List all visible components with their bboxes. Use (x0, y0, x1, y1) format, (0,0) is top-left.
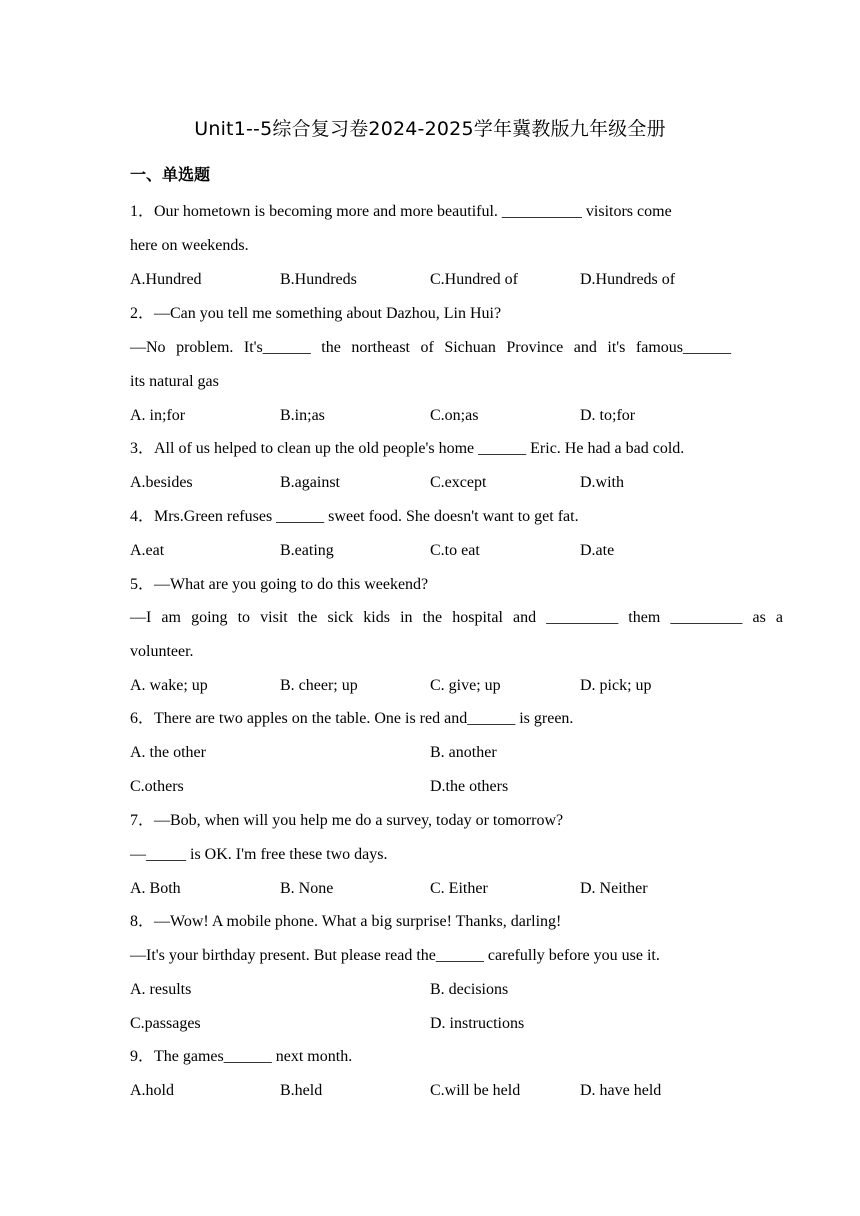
question-7-option-a: A. Both (130, 880, 181, 897)
question-4-option-a: A.eat (130, 542, 165, 559)
question-2-text: its natural gas (130, 373, 219, 390)
question-5-text: 5．—What are you going to do this weekend? (130, 576, 429, 593)
question-8-option-a: A. results (130, 981, 192, 998)
document-title: Unit1--5综合复习卷2024-2025学年冀教版九年级全册 (194, 118, 666, 140)
question-3-option-a: A.besides (130, 474, 193, 491)
question-5-text: —I am going to visit the sick kids in the hospital and _________ them _________ as a (130, 609, 783, 626)
question-7-option-c: C. Either (430, 880, 488, 897)
question-4-option-c: C.to eat (430, 542, 480, 559)
question-7-text: 7．—Bob, when will you help me do a survey, today or tomorrow? (130, 812, 564, 829)
question-1-text: 1．Our hometown is becoming more and more beautiful. __________ visitors come (130, 203, 672, 220)
question-5-option-d: D. pick; up (580, 677, 652, 694)
question-3-option-c: C.except (430, 474, 487, 491)
question-1-text: here on weekends. (130, 237, 249, 254)
question-7-option-d: D. Neither (580, 880, 648, 897)
question-1-option-b: B.Hundreds (280, 271, 357, 288)
question-2-option-a: A. in;for (130, 407, 186, 424)
question-3-option-b: B.against (280, 474, 340, 491)
question-3-text: 3．All of us helped to clean up the old people's home ______ Eric. He had a bad cold. (130, 440, 685, 457)
question-4-option-d: D.ate (580, 542, 615, 559)
question-6-option-c: C.others (130, 778, 184, 795)
question-4-option-b: B.eating (280, 542, 334, 559)
question-8-option-c: C.passages (130, 1015, 201, 1032)
question-2-option-c: C.on;as (430, 407, 479, 424)
question-8-option-d: D. instructions (430, 1015, 525, 1032)
question-9-option-b: B.held (280, 1082, 323, 1099)
question-5-option-a: A. wake; up (130, 677, 208, 694)
question-5-option-b: B. cheer; up (280, 677, 358, 694)
question-9-option-c: C.will be held (430, 1082, 521, 1099)
question-9-option-d: D. have held (580, 1082, 662, 1099)
section-heading: 一、单选题 (130, 165, 211, 184)
question-5-text: volunteer. (130, 643, 194, 660)
question-2-option-b: B.in;as (280, 407, 325, 424)
question-9-text: 9．The games______ next month. (130, 1048, 353, 1065)
question-7-text: —_____ is OK. I'm free these two days. (130, 846, 388, 863)
question-8-text: 8．—Wow! A mobile phone. What a big surprise! Thanks, darling! (130, 913, 562, 930)
question-8-option-b: B. decisions (430, 981, 509, 998)
question-7-option-b: B. None (280, 880, 334, 897)
question-6-text: 6．There are two apples on the table. One is red and______ is green. (130, 710, 574, 727)
question-2-text: —No problem. It's______ the northeast of Sichuan Province and it's famous______ (130, 339, 731, 356)
question-8-text: —It's your birthday present. But please read the______ carefully before you use it. (130, 947, 660, 964)
question-2-option-d: D. to;for (580, 407, 636, 424)
question-6-option-b: B. another (430, 744, 497, 761)
question-3-option-d: D.with (580, 474, 624, 491)
question-9-option-a: A.hold (130, 1082, 174, 1099)
question-1-option-d: D.Hundreds of (580, 271, 676, 288)
question-1-option-a: A.Hundred (130, 271, 202, 288)
question-4-text: 4．Mrs.Green refuses ______ sweet food. She doesn't want to get fat. (130, 508, 579, 525)
question-2-text: 2．—Can you tell me something about Dazhou, Lin Hui? (130, 305, 502, 322)
question-6-option-a: A. the other (130, 744, 206, 761)
question-5-option-c: C. give; up (430, 677, 501, 694)
question-1-option-c: C.Hundred of (430, 271, 518, 288)
question-6-option-d: D.the others (430, 778, 509, 795)
